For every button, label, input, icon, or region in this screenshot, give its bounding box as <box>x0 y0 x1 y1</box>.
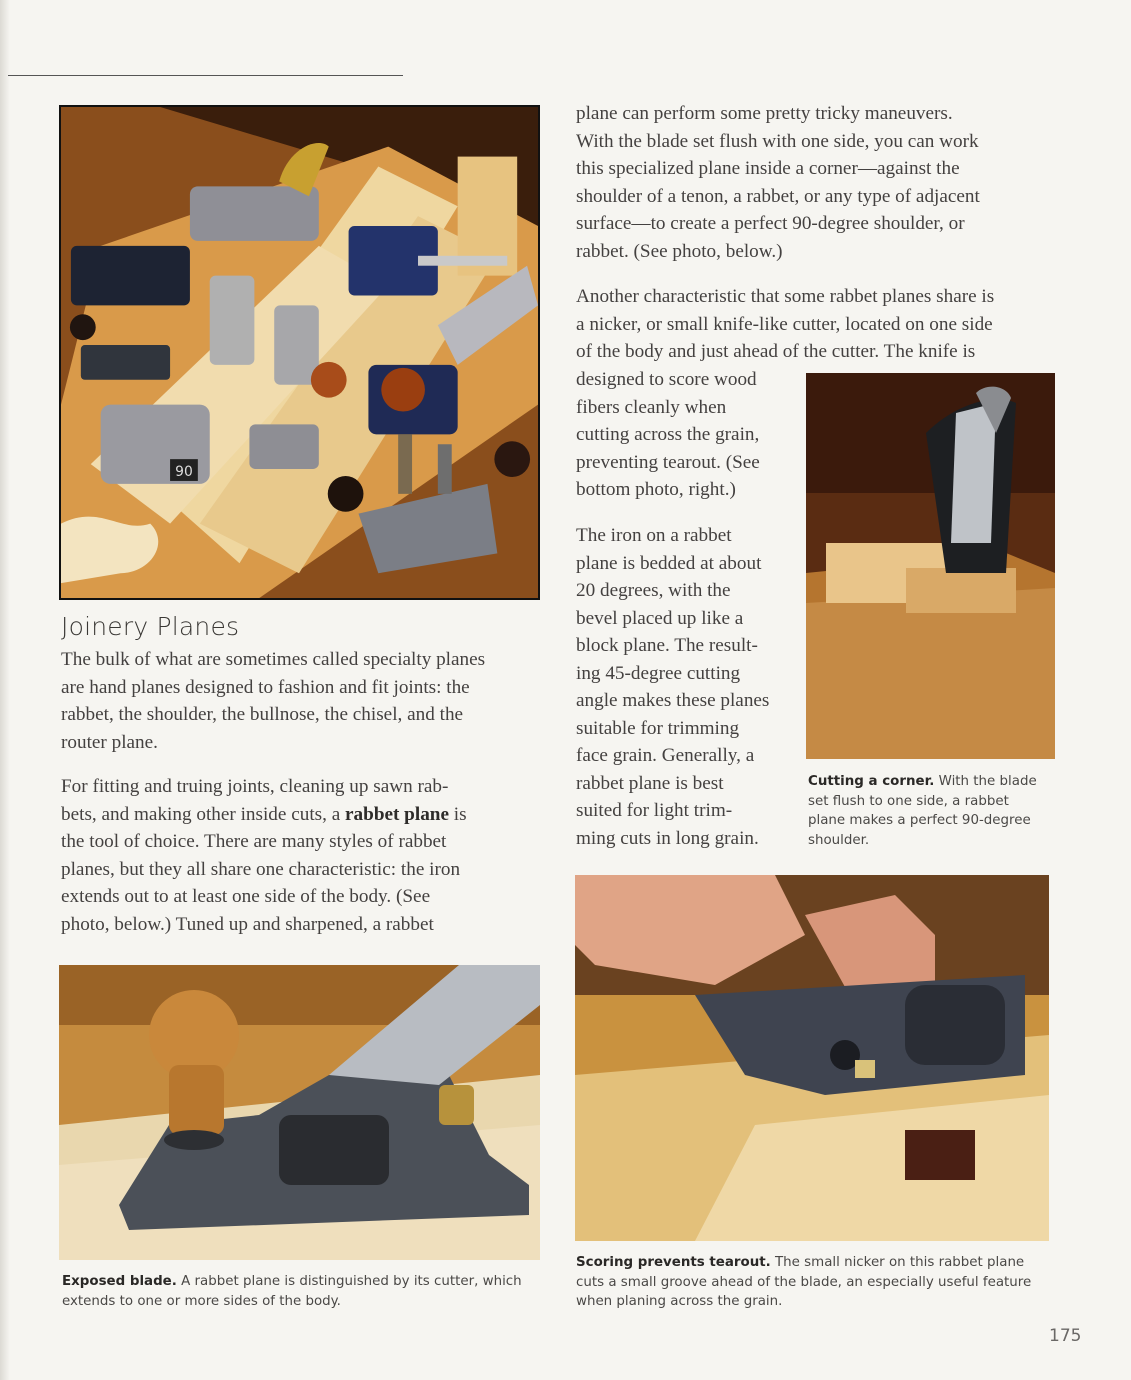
iron-angle-paragraph <box>576 522 796 852</box>
text-line: angle makes these planes <box>576 690 770 711</box>
text-fragment: bets, and making other inside cuts, a <box>61 803 346 825</box>
intro-paragraph <box>61 646 546 756</box>
text-line: The iron on a rabbet <box>576 525 732 546</box>
caption-text: A rabbet plane is distinguished by its cutter, which extends to one or more sides of the body. <box>62 1274 522 1309</box>
text-line: face grain. Generally, a <box>576 745 755 766</box>
text-line: plane can perform some pretty tricky maneuvers. <box>576 103 953 124</box>
text-line: bevel placed up like a <box>576 607 744 629</box>
text-line: shoulder of a tenon, a rabbet, or any type of adjacent <box>576 185 980 207</box>
exposed-caption <box>62 1272 542 1311</box>
rabbet-plane-term: rabbet plane <box>345 803 449 825</box>
text-line: a nicker, or small knife-like cutter, located on one side <box>576 313 993 335</box>
text-line: ing 45-degree cutting <box>576 662 741 684</box>
text-line: With the blade set flush with one side, you can work <box>576 130 979 152</box>
scoring-photo <box>575 875 1049 1241</box>
joinery-planes-photo <box>59 105 540 600</box>
text-line: are hand planes designed to fashion and fit joints: the <box>61 676 470 698</box>
text-line: rabbet, the shoulder, the bullnose, the chisel, and the <box>61 704 464 725</box>
nicker-paragraph-continued <box>576 366 796 504</box>
exposed-blade-photo <box>59 965 540 1260</box>
text-line: rabbet. (See photo, below.) <box>576 240 783 262</box>
scoring-caption <box>576 1253 1056 1312</box>
text-line: planes, but they all share one characteristic: the iron <box>61 858 461 880</box>
section-heading: Joinery Planes <box>61 612 240 641</box>
nicker-paragraph <box>576 283 1061 366</box>
text-line: bottom photo, right.) <box>576 479 736 500</box>
caption-lead: Exposed blade. <box>62 1274 177 1289</box>
plane-badge-label: 90 <box>175 463 193 480</box>
text-line: fibers cleanly when <box>576 396 727 418</box>
text-line: rabbet plane is best <box>576 772 724 794</box>
text-line: Another characteristic that some rabbet planes share is <box>576 286 995 307</box>
caption-lead: Scoring prevents tearout. <box>576 1255 771 1270</box>
text-line: preventing tearout. (See <box>576 451 760 473</box>
text-line: block plane. The result- <box>576 635 758 656</box>
text-line: suitable for trimming <box>576 717 740 739</box>
corner-caption <box>808 772 1048 850</box>
text-line: plane is bedded at about <box>576 552 762 574</box>
caption-text: The small nicker on this rabbet plane cuts a small groove ahead of the blade, an especially useful feature when planing across the grain. <box>576 1255 1032 1309</box>
maneuvers-paragraph <box>576 100 1061 265</box>
text-line: ming cuts in long grain. <box>576 827 759 849</box>
text-line: of the body and just ahead of the cutter. The knife is <box>576 341 976 362</box>
text-line: 20 degrees, with the <box>576 580 731 601</box>
text-line: surface—to create a perfect 90-degree shoulder, or <box>576 213 965 234</box>
page-number: 175 <box>1049 1326 1082 1346</box>
text-line: router plane. <box>61 731 158 753</box>
text-line: extends out to at least one side of the body. (See <box>61 886 431 907</box>
page-spine-shadow <box>0 0 10 1380</box>
text-line: this specialized plane inside a corner—against the <box>576 158 960 179</box>
rabbet-plane-paragraph <box>61 773 546 938</box>
caption-text: With the blade set flush to one side, a rabbet plane makes a perfect 90-degree shoulder. <box>808 774 1037 848</box>
text-line <box>61 801 546 829</box>
caption-lead: Cutting a corner. <box>808 774 935 789</box>
top-rule <box>8 75 403 76</box>
text-line: For fitting and truing joints, cleaning up sawn rab- <box>61 776 449 797</box>
text-line: the tool of choice. There are many styles of rabbet <box>61 831 447 852</box>
text-line: The bulk of what are sometimes called specialty planes <box>61 649 486 670</box>
text-line: photo, below.) Tuned up and sharpened, a rabbet <box>61 913 434 935</box>
text-line: suited for light trim- <box>576 800 733 821</box>
text-line: cutting across the grain, <box>576 424 760 445</box>
text-fragment: is <box>448 803 467 825</box>
text-line: designed to score wood <box>576 369 757 390</box>
cutting-corner-photo <box>806 373 1055 759</box>
